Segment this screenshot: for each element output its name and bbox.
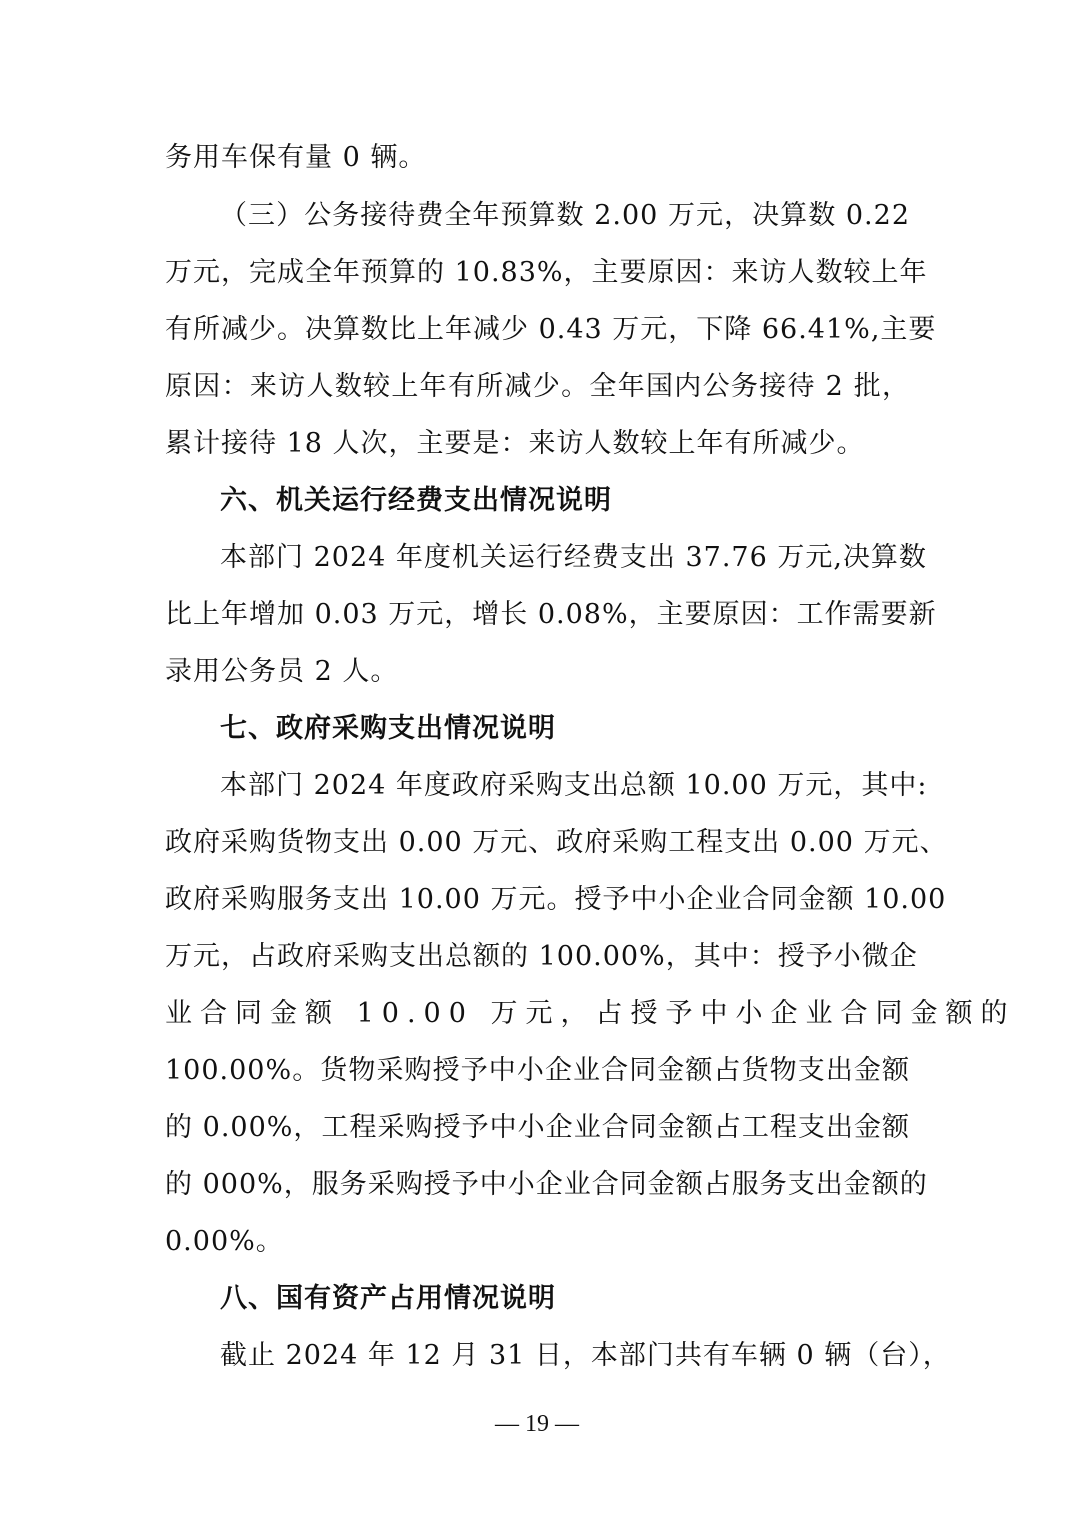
paragraph-line: 100.00%。货物采购授予中小企业合同金额占货物支出金额	[165, 1055, 910, 1086]
paragraph-line: 的 0.00%，工程采购授予中小企业合同金额占工程支出金额	[165, 1112, 910, 1143]
paragraph-line: 务用车保有量 0 辆。	[165, 142, 427, 173]
paragraph-line: 录用公务员 2 人。	[165, 656, 399, 687]
paragraph-line: 业合同金额 10.00 万元，占授予中小企业合同金额的	[165, 998, 1016, 1029]
paragraph-line: 累计接待 18 人次，主要是：来访人数较上年有所减少。	[165, 428, 865, 459]
paragraph-line: 0.00%。	[165, 1226, 284, 1257]
paragraph-line: 有所减少。决算数比上年减少 0.43 万元，下降 66.41%,主要	[165, 314, 937, 345]
page-number: — 19 —	[495, 1411, 579, 1437]
paragraph-line: 比上年增加 0.03 万元，增长 0.08%，主要原因：工作需要新	[165, 599, 937, 630]
paragraph-line: 本部门 2024 年度政府采购支出总额 10.00 万元，其中:	[220, 770, 928, 801]
paragraph-line: 政府采购货物支出 0.00 万元、政府采购工程支出 0.00 万元、	[165, 827, 948, 858]
paragraph-line: 本部门 2024 年度机关运行经费支出 37.76 万元,决算数	[220, 542, 927, 573]
paragraph-line: 截止 2024 年 12 月 31 日，本部门共有车辆 0 辆（台），	[220, 1340, 951, 1371]
paragraph-line: （三）公务接待费全年预算数 2.00 万元，决算数 0.22	[220, 200, 910, 231]
paragraph-line: 政府采购服务支出 10.00 万元。授予中小企业合同金额 10.00	[165, 884, 947, 915]
paragraph-line: 万元，占政府采购支出总额的 100.00%，其中：授予小微企	[165, 941, 918, 972]
section-heading: 七、政府采购支出情况说明	[220, 713, 556, 744]
section-heading: 八、国有资产占用情况说明	[220, 1283, 556, 1314]
paragraph-line: 原因：来访人数较上年有所减少。全年国内公务接待 2 批，	[165, 371, 910, 402]
section-heading: 六、机关运行经费支出情况说明	[220, 485, 612, 516]
paragraph-line: 万元，完成全年预算的 10.83%，主要原因：来访人数较上年	[165, 257, 928, 288]
paragraph-line: 的 000%，服务采购授予中小企业合同金额占服务支出金额的	[165, 1169, 928, 1200]
